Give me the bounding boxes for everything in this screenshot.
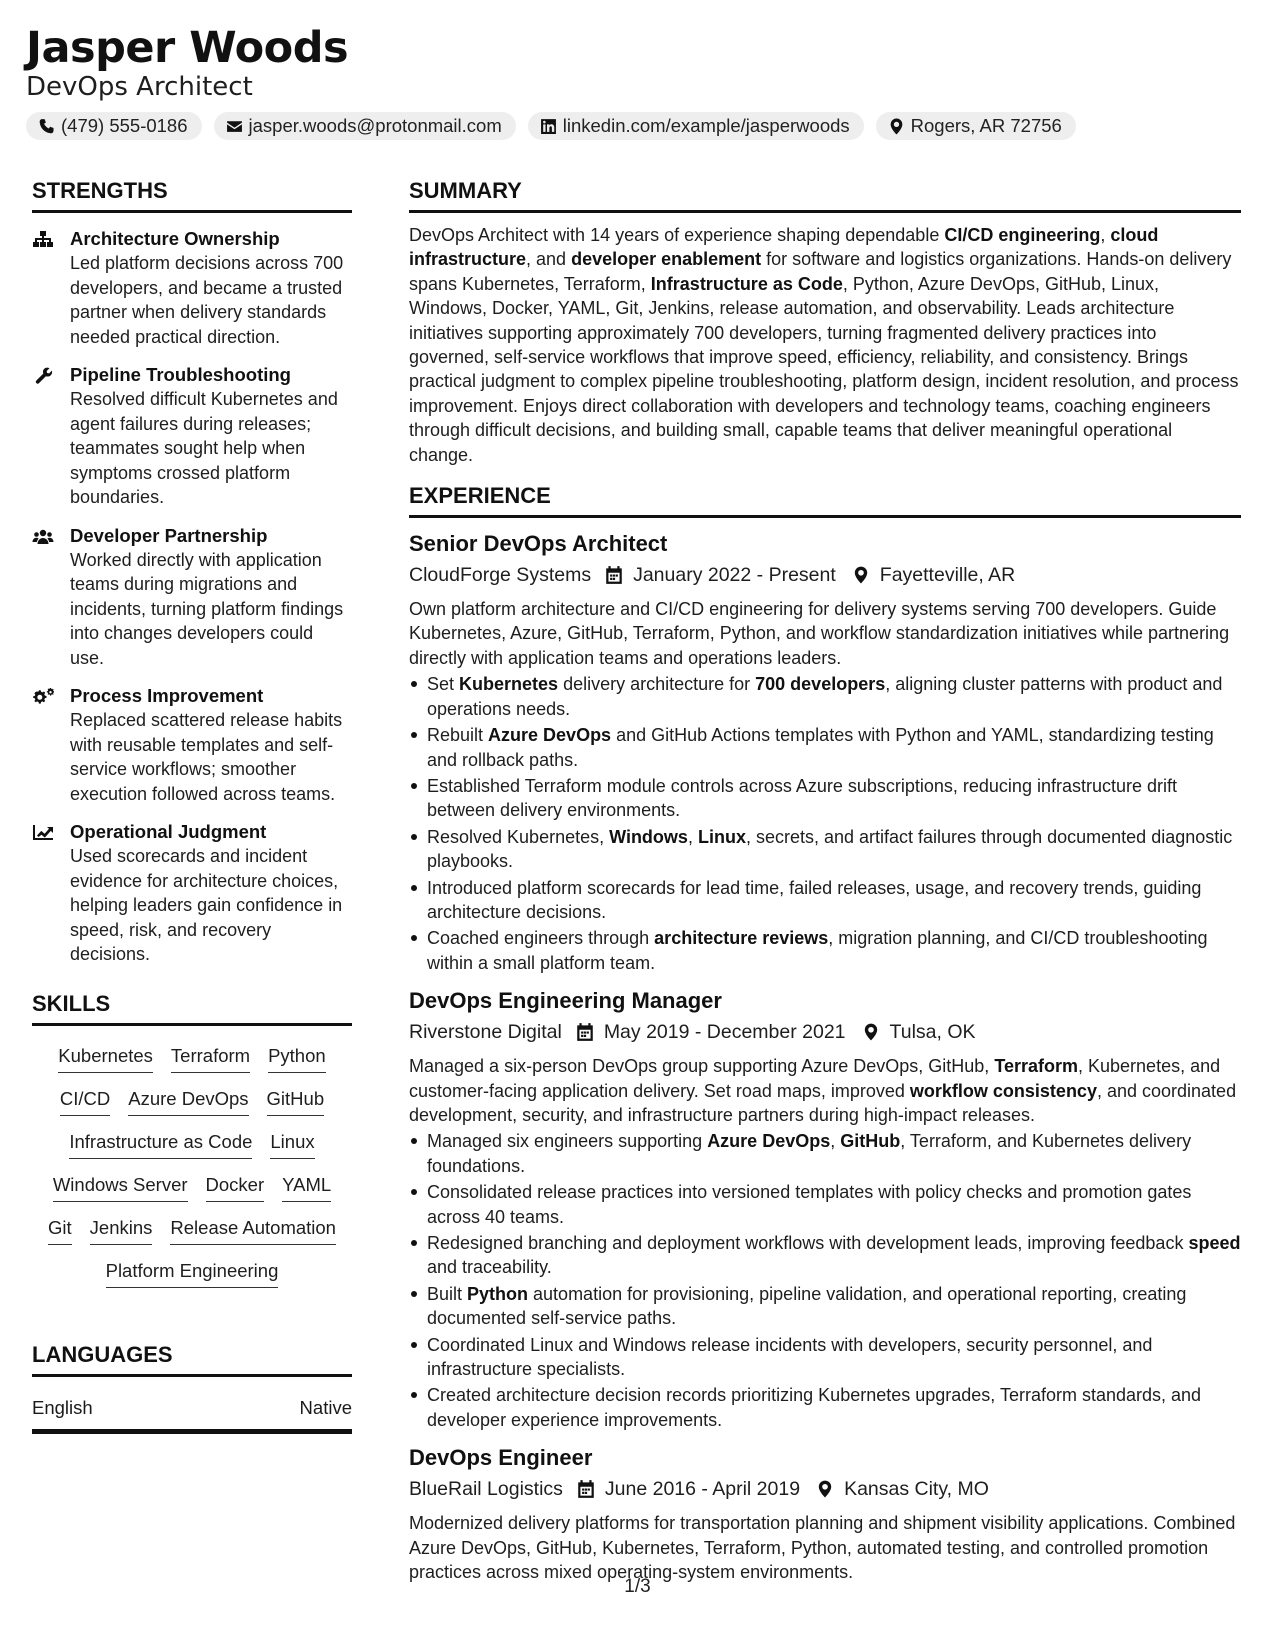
skill-tag: Python — [268, 1044, 326, 1073]
strength-description: Used scorecards and incident evidence for architecture choices, helping leaders gain confidence in speed, risk, and recovery decisions. — [70, 846, 343, 964]
strength-item — [32, 227, 352, 349]
text-run: automation for provisioning, pipeline validation, and operational reporting, creating documented self-service paths. — [427, 1283, 1187, 1329]
sitemap-icon — [32, 227, 70, 349]
languages-heading: LANGUAGES — [32, 1342, 352, 1377]
page-number: 1/3 — [624, 1576, 651, 1597]
bold-phrase: Terraform — [994, 1056, 1079, 1077]
calendar-icon — [563, 1479, 605, 1499]
text-run: Redesigned branching and deployment workflows with development leads, improving feedback — [427, 1233, 1189, 1253]
strength-description: Replaced scattered release habits with reusable templates and self-service workflows; smoother execution followed across teams. — [70, 710, 343, 804]
resume-header — [26, 22, 1256, 140]
text-run: Managed a six-person DevOps group supporting Azure DevOps, GitHub, — [409, 1056, 995, 1077]
skills-list — [32, 1044, 352, 1288]
job-meta — [409, 1475, 1241, 1503]
contact-bar — [26, 112, 1256, 140]
bullet-item — [409, 1383, 1241, 1432]
skill-tag: GitHub — [267, 1087, 325, 1116]
bullet-item — [409, 672, 1241, 721]
company-name: CloudForge Systems — [409, 564, 592, 587]
text-run: Coached engineers through — [427, 928, 655, 949]
skill-tag: YAML — [282, 1173, 331, 1202]
bullet-item — [409, 1333, 1241, 1382]
skill-tag: Infrastructure as Code — [69, 1130, 252, 1159]
skill-tag: Git — [48, 1216, 72, 1245]
envelope-icon — [226, 118, 243, 135]
strength-title: Operational Judgment — [70, 821, 267, 842]
strength-description: Led platform decisions across 700 developers, and became a trusted partner when delivery standards needed practical direction. — [70, 253, 344, 347]
chart-line-icon — [32, 820, 70, 967]
text-run: and GitHub Actions templates with Python and YAML, standardizing testing and rollback paths. — [427, 725, 1214, 770]
job-dates: May 2019 - December 2021 — [603, 1021, 846, 1044]
strength-item — [32, 524, 352, 671]
skill-tag: Windows Server — [53, 1173, 188, 1202]
bold-phrase: Azure DevOps — [488, 725, 612, 746]
company-name: Riverstone Digital — [409, 1021, 562, 1044]
company-name: BlueRail Logistics — [409, 1478, 563, 1501]
strengths-list — [32, 227, 352, 967]
text-run: Modernized delivery platforms for transportation planning and shipment visibility applications. Combined Azure DevOps, GitHub, Kubernetes, Terraform, Python, automated testing, and controlled promotion practices across mixed operating-system environments. — [409, 1513, 1236, 1583]
bold-phrase: Kubernetes — [459, 674, 559, 695]
skill-tag: CI/CD — [60, 1087, 110, 1116]
text-run: , and coordinated development, security, and infrastructure partners during high-impact releases. — [409, 1080, 1237, 1125]
gears-icon — [32, 684, 70, 806]
bullet-item — [409, 1231, 1241, 1280]
summary-text — [409, 223, 1241, 467]
job-title: Senior DevOps Architect — [409, 531, 668, 557]
strength-item — [32, 820, 352, 967]
contact-chip — [26, 112, 202, 140]
job-meta — [409, 561, 1241, 589]
bold-phrase: Infrastructure as Code — [650, 273, 843, 294]
strength-description: Resolved difficult Kubernetes and agent failures during releases; teammates sought help when symptoms crossed platform boundaries. — [70, 389, 338, 507]
text-run: , Terraform, and Kubernetes delivery foundations. — [427, 1131, 1192, 1176]
strength-body — [70, 820, 352, 967]
strength-body — [70, 363, 352, 510]
skill-tag: Platform Engineering — [106, 1259, 279, 1288]
linkedin-icon — [540, 118, 557, 135]
job-entry — [409, 1444, 1241, 1584]
bullet-item — [409, 1180, 1241, 1229]
text-run: Introduced platform scorecards for lead time, failed releases, usage, and recovery trends, guiding architecture decisions. — [427, 877, 1202, 922]
job-meta — [409, 1018, 1241, 1046]
text-run: Established Terraform module controls across Azure subscriptions, reducing infrastructure drift between delivery environments. — [427, 775, 1177, 821]
job-entry — [409, 530, 1241, 975]
strength-body — [70, 227, 352, 349]
text-run: Created architecture decision records prioritizing Kubernetes upgrades, Terraform standards, and developer experience improvements. — [427, 1385, 1202, 1430]
skill-tag: Linux — [270, 1130, 314, 1159]
strength-title: Architecture Ownership — [70, 228, 280, 249]
map-pin-icon — [846, 1022, 890, 1042]
experience-heading: EXPERIENCE — [409, 483, 1241, 518]
strength-item — [32, 684, 352, 806]
strength-item — [32, 363, 352, 510]
strength-title: Pipeline Troubleshooting — [70, 364, 291, 385]
text-run: Coordinated Linux and Windows release incidents with developers, security personnel, and infrastructure specialists. — [427, 1334, 1153, 1380]
text-run: , migration planning, and CI/CD troubleshooting within a small platform team. — [427, 928, 1208, 973]
skill-tag: Docker — [206, 1173, 265, 1202]
experience-list — [409, 530, 1241, 1584]
bold-phrase: GitHub — [840, 1131, 901, 1152]
contact-text: jasper.woods@protonmail.com — [248, 115, 502, 136]
summary-heading: SUMMARY — [409, 178, 1241, 213]
text-run: DevOps Architect with 14 years of experience shaping dependable — [409, 225, 945, 245]
job-dates: January 2022 - Present — [633, 564, 836, 587]
calendar-icon — [591, 565, 633, 585]
text-run: , Python, Azure DevOps, GitHub, Linux, Windows, Docker, YAML, Git, Jenkins, release automation, and observability. Leads architecture initiatives supporting approximately 700 developers, turning fragmented delivery practices into governed, self-service workflows that improve speed, efficiency, reliability, and consistency. Brings practical judgment to complex pipeline troubleshooting, platform design, incident resolution, and process improvement. Enjoys direct collaboration with developers and technology teams, coaching engineers through difficult decisions, and building small, capable teams that deliver meaningful operational change. — [409, 273, 1239, 465]
bold-phrase: workflow consistency — [909, 1080, 1097, 1101]
language-row — [32, 1397, 352, 1434]
skill-tag: Kubernetes — [58, 1044, 153, 1073]
map-pin-icon — [888, 118, 905, 135]
map-pin-icon — [800, 1479, 844, 1499]
text-run: , secrets, and artifact failures through documented diagnostic playbooks. — [427, 826, 1233, 872]
contact-chip[interactable] — [528, 112, 864, 140]
job-description — [409, 1054, 1241, 1127]
bullet-item — [409, 723, 1241, 772]
bold-phrase: cloud infrastructure — [409, 225, 1159, 270]
skill-tag: Terraform — [171, 1044, 250, 1073]
job-location: Tulsa, OK — [889, 1021, 976, 1044]
skill-tag: Release Automation — [170, 1216, 336, 1245]
bullet-item — [409, 876, 1241, 925]
candidate-role: DevOps Architect — [26, 72, 253, 102]
bold-phrase: speed — [1188, 1233, 1241, 1253]
bold-phrase: developer enablement — [571, 249, 762, 270]
bold-phrase: Windows — [609, 826, 688, 847]
bold-phrase: architecture reviews — [654, 928, 829, 949]
text-run: Consolidated release practices into versioned templates with policy checks and promotion gates across 40 teams. — [427, 1182, 1192, 1227]
skill-tag: Jenkins — [90, 1216, 153, 1245]
right-column — [409, 178, 1241, 1584]
job-title: DevOps Engineer — [409, 1445, 593, 1471]
text-run: , — [687, 826, 698, 847]
bold-phrase: Azure DevOps — [707, 1131, 831, 1152]
skill-tag: Azure DevOps — [128, 1087, 248, 1116]
text-run: Built — [427, 1283, 468, 1304]
text-run: Set — [427, 674, 460, 695]
bold-phrase: Python — [467, 1283, 529, 1304]
job-location: Kansas City, MO — [844, 1478, 989, 1501]
job-entry — [409, 987, 1241, 1432]
candidate-name: Jasper Woods — [26, 23, 349, 73]
strength-description: Worked directly with application teams during migrations and incidents, turning platform findings into changes developers could use. — [70, 549, 344, 668]
text-run: and traceability. — [427, 1257, 552, 1278]
languages-list — [32, 1397, 352, 1434]
bullet-item — [409, 825, 1241, 874]
left-column — [32, 178, 352, 1434]
job-title: DevOps Engineering Manager — [409, 988, 722, 1014]
skills-heading: SKILLS — [32, 991, 352, 1026]
strength-title: Process Improvement — [70, 685, 264, 706]
bullet-item — [409, 774, 1241, 823]
phone-icon — [38, 118, 55, 135]
text-run: , — [830, 1131, 841, 1152]
text-run: Managed six engineers supporting — [427, 1131, 708, 1152]
job-description — [409, 1511, 1241, 1584]
strengths-heading: STRENGTHS — [32, 178, 352, 213]
contact-text: linkedin.com/example/jasperwoods — [562, 115, 850, 136]
job-bullets — [409, 672, 1241, 975]
language-level: Native — [299, 1396, 352, 1418]
job-location: Fayetteville, AR — [879, 564, 1016, 587]
bold-phrase: CI/CD engineering — [944, 225, 1101, 245]
text-run: , — [1100, 225, 1111, 245]
contact-text: Rogers, AR 72756 — [910, 115, 1062, 136]
text-run: Resolved Kubernetes, — [427, 826, 610, 847]
bold-phrase: Linux — [697, 826, 746, 847]
strength-body — [70, 684, 352, 806]
contact-chip[interactable] — [214, 112, 516, 140]
text-run: , Kubernetes, and customer-facing application delivery. Set road maps, improved — [409, 1056, 1221, 1101]
strength-title: Developer Partnership — [70, 524, 268, 546]
wrench-icon — [32, 363, 70, 510]
bullet-item — [409, 1282, 1241, 1331]
text-run: delivery architecture for — [558, 674, 756, 695]
bold-phrase: 700 developers — [755, 674, 886, 695]
job-bullets — [409, 1129, 1241, 1432]
contact-chip — [876, 112, 1076, 140]
text-run: , and — [526, 249, 572, 270]
bullet-item — [409, 1129, 1241, 1178]
map-pin-icon — [836, 565, 880, 585]
language-name: English — [32, 1396, 93, 1418]
job-dates: June 2016 - April 2019 — [604, 1478, 801, 1501]
text-run: Rebuilt — [427, 725, 489, 746]
bullet-item — [409, 926, 1241, 975]
users-icon — [32, 524, 70, 671]
calendar-icon — [562, 1022, 604, 1042]
text-run: , aligning cluster patterns with product and operations needs. — [427, 674, 1223, 719]
contact-text: (479) 555-0186 — [61, 115, 188, 136]
text-run: Own platform architecture and CI/CD engineering for delivery systems serving 700 developers. Guide Kubernetes, Azure, GitHub, Terraform, Python, and workflow standardization initiatives while partnering directly with application teams and operations leaders. — [409, 599, 1230, 668]
text-run: for software and logistics organizations. Hands-on delivery spans Kubernetes, Terraform, — [409, 249, 1232, 294]
job-description — [409, 597, 1241, 670]
strength-body — [70, 524, 352, 671]
